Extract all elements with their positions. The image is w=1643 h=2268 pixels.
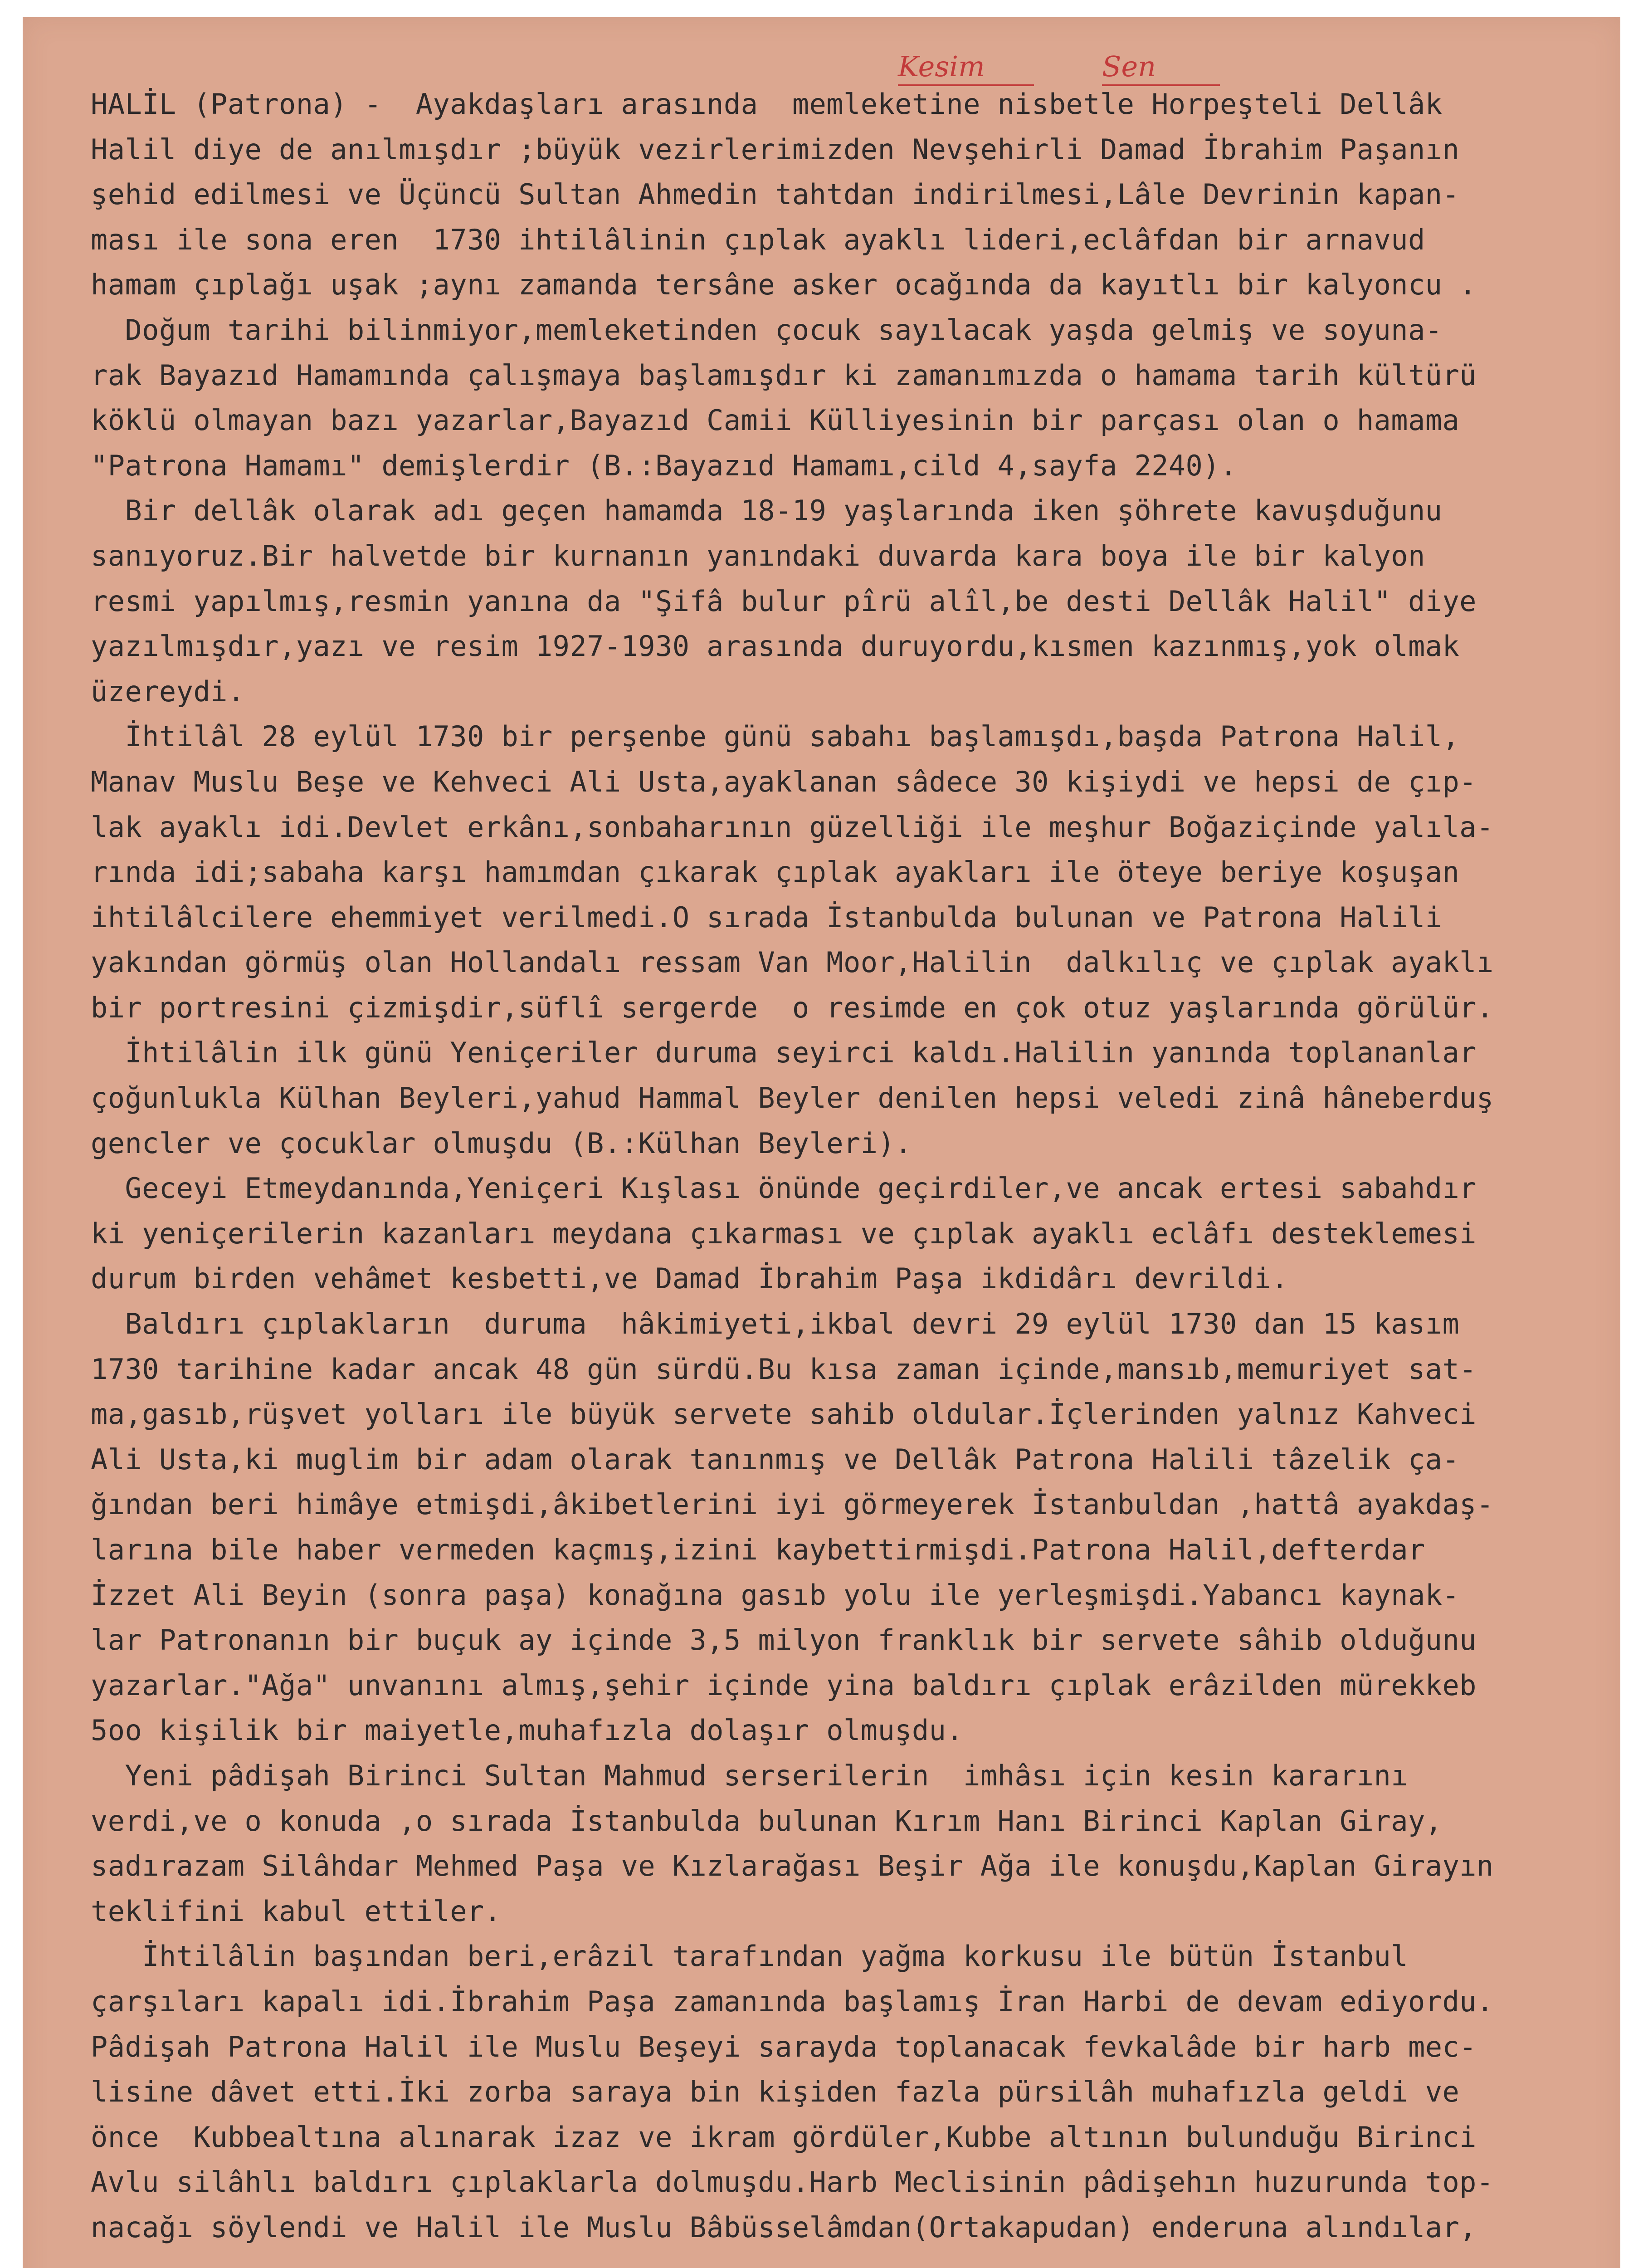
- text-line: Bir dellâk olarak adı geçen hamamda 18-19 yaşlarında iken şöhrete kavuşduğunu: [91, 494, 1443, 528]
- text-line: yakından görmüş olan Hollandalı ressam Van Moor,Halilin dalkılıç ve çıplak ayaklı: [91, 946, 1494, 979]
- text-line: ğından beri himâye etmişdi,âkibetlerini iyi görmeyerek İstanbuldan ,hattâ ayakdaş-: [91, 1488, 1494, 1521]
- text-line: yazarlar."Ağa" unvanını almış,şehir içinde yina baldırı çıplak erâzilden mürekkeb: [91, 1668, 1477, 1702]
- text-line: Ali Usta,ki muglim bir adam olarak tanınmış ve Dellâk Patrona Halili tâzelik ça-: [91, 1442, 1460, 1476]
- text-line: ması ile sona eren 1730 ihtilâlinin çıplak ayaklı lideri,eclâfdan bir arnavud: [91, 223, 1425, 256]
- text-line: ihtilâlcilere ehemmiyet verilmedi.O sırada İstanbulda bulunan ve Patrona Halili: [91, 900, 1443, 934]
- text-line: bir portresini çizmişdir,süflî sergerde o resimde en çok otuz yaşlarında görülür.: [91, 991, 1494, 1024]
- text-line: İhtilâl 28 eylül 1730 bir perşenbe günü sabahı başlamışdı,başda Patrona Halil,: [91, 720, 1460, 753]
- text-line: HALİL (Patrona) - Ayakdaşları arasında memleketine nisbetle Horpeşteli Dellâk: [91, 88, 1443, 121]
- text-line: İhtilâlin başından beri,erâzil tarafından yağma korkusu ile bütün İstanbul: [91, 1940, 1408, 1973]
- text-line: sadırazam Silâhdar Mehmed Paşa ve Kızlarağası Beşir Ağa ile konuşdu,Kaplan Girayın: [91, 1849, 1494, 1883]
- text-line: Pâdişah Patrona Halil ile Muslu Beşeyi sarayda toplanacak fevkalâde bir harb mec-: [91, 2030, 1477, 2063]
- text-line: köklü olmayan bazı yazarlar,Bayazıd Camii Külliyesinin bir parçası olan o hamama: [91, 404, 1460, 437]
- document-body: [91, 82, 1601, 2250]
- text-line: İzzet Ali Beyin (sonra paşa) konağına gasıb yolu ile yerleşmişdi.Yabancı kaynak-: [91, 1578, 1460, 1612]
- handwritten-annotation: Sen: [1102, 50, 1156, 83]
- text-line: yazılmışdır,yazı ve resim 1927-1930 arasında duruyordu,kısmen kazınmış,yok olmak: [91, 630, 1460, 663]
- text-line: durum birden vehâmet kesbetti,ve Damad İbrahim Paşa ikdidârı devrildi.: [91, 1262, 1288, 1295]
- text-line: hamam çıplağı uşak ;aynı zamanda tersâne asker ocağında da kayıtlı bir kalyoncu .: [91, 268, 1477, 302]
- text-line: çarşıları kapalı idi.İbrahim Paşa zamanında başlamış İran Harbi de devam ediyordu.: [91, 1984, 1494, 2018]
- text-line: 5oo kişilik bir maiyetle,muhafızla dolaşır olmuşdu.: [91, 1714, 964, 1747]
- text-line: çoğunlukla Külhan Beyleri,yahud Hammal Beyler denilen hepsi veledi zinâ hâneberduş: [91, 1081, 1494, 1115]
- text-line: Yeni pâdişah Birinci Sultan Mahmud serserilerin imhâsı için kesin kararını: [91, 1759, 1408, 1792]
- text-line: larına bile haber vermeden kaçmış,izini kaybettirmişdi.Patrona Halil,defterdar: [91, 1533, 1425, 1566]
- text-line: 1730 tarihine kadar ancak 48 gün sürdü.Bu kısa zaman içinde,mansıb,memuriyet sat-: [91, 1352, 1477, 1386]
- text-line: verdi,ve o konuda ,o sırada İstanbulda bulunan Kırım Hanı Birinci Kaplan Giray,: [91, 1804, 1443, 1838]
- text-line: şehid edilmesi ve Üçüncü Sultan Ahmedin tahtdan indirilmesi,Lâle Devrinin kapan-: [91, 178, 1460, 211]
- text-line: lak ayaklı idi.Devlet erkânı,sonbaharının güzelliği ile meşhur Boğaziçinde yalıla-: [91, 810, 1494, 844]
- text-line: Doğum tarihi bilinmiyor,memleketinden çocuk sayılacak yaşda gelmiş ve soyuna-: [91, 313, 1443, 347]
- text-line: İhtilâlin ilk günü Yeniçeriler duruma seyirci kaldı.Halilin yanında toplananlar: [91, 1036, 1477, 1070]
- text-line: ma,gasıb,rüşvet yolları ile büyük servete sahib oldular.İçlerinden yalnız Kahveci: [91, 1398, 1477, 1431]
- text-line: önce Kubbealtına alınarak izaz ve ikram gördüler,Kubbe altının bulunduğu Birinci: [91, 2120, 1477, 2154]
- text-line: teklifini kabul ettiler.: [91, 1894, 502, 1928]
- text-line: Manav Muslu Beşe ve Kehveci Ali Usta,ayaklanan sâdece 30 kişiydi ve hepsi de çıp-: [91, 765, 1477, 798]
- text-line: Geceyi Etmeydanında,Yeniçeri Kışlası önünde geçirdiler,ve ancak ertesi sabahdır: [91, 1172, 1477, 1205]
- text-line: rında idi;sabaha karşı hamımdan çıkarak çıplak ayakları ile öteye beriye koşuşan: [91, 855, 1460, 889]
- text-line: nacağı söylendi ve Halil ile Muslu Bâbüsselâmdan(Ortakapudan) enderuna alındılar,: [91, 2210, 1477, 2244]
- text-line: Halil diye de anılmışdır ;büyük vezirlerimizden Nevşehirli Damad İbrahim Paşanın: [91, 132, 1460, 166]
- text-line: lisine dâvet etti.İki zorba saraya bin kişiden fazla pürsilâh muhafızla geldi ve: [91, 2075, 1460, 2109]
- text-line: "Patrona Hamamı" demişlerdir (B.:Bayazıd Hamamı,cild 4,sayfa 2240).: [91, 449, 1237, 482]
- text-line: lar Patronanın bir buçuk ay içinde 3,5 milyon franklık bir servete sâhib olduğunu: [91, 1623, 1477, 1657]
- text-line: Baldırı çıplakların duruma hâkimiyeti,ikbal devri 29 eylül 1730 dan 15 kasım: [91, 1307, 1460, 1341]
- text-line: rak Bayazıd Hamamında çalışmaya başlamışdır ki zamanımızda o hamama tarih kültürü: [91, 358, 1477, 392]
- handwritten-annotation: Kesim: [898, 50, 985, 83]
- text-line: gencler ve çocuklar olmuşdu (B.:Külhan Beyleri).: [91, 1126, 912, 1160]
- text-line: sanıyoruz.Bir halvetde bir kurnanın yanındaki duvarda kara boya ile bir kalyon: [91, 539, 1425, 572]
- text-line: resmi yapılmış,resmin yanına da "Şifâ bulur pîrü alîl,be desti Dellâk Halil" diye: [91, 584, 1477, 618]
- text-line: üzereydi.: [91, 675, 245, 708]
- text-line: Avlu silâhlı baldırı çıplaklarla dolmuşdu.Harb Meclisinin pâdişehın huzurunda top-: [91, 2165, 1494, 2199]
- text-line: ki yeniçerilerin kazanları meydana çıkarması ve çıplak ayaklı eclâfı desteklemesi: [91, 1217, 1477, 1250]
